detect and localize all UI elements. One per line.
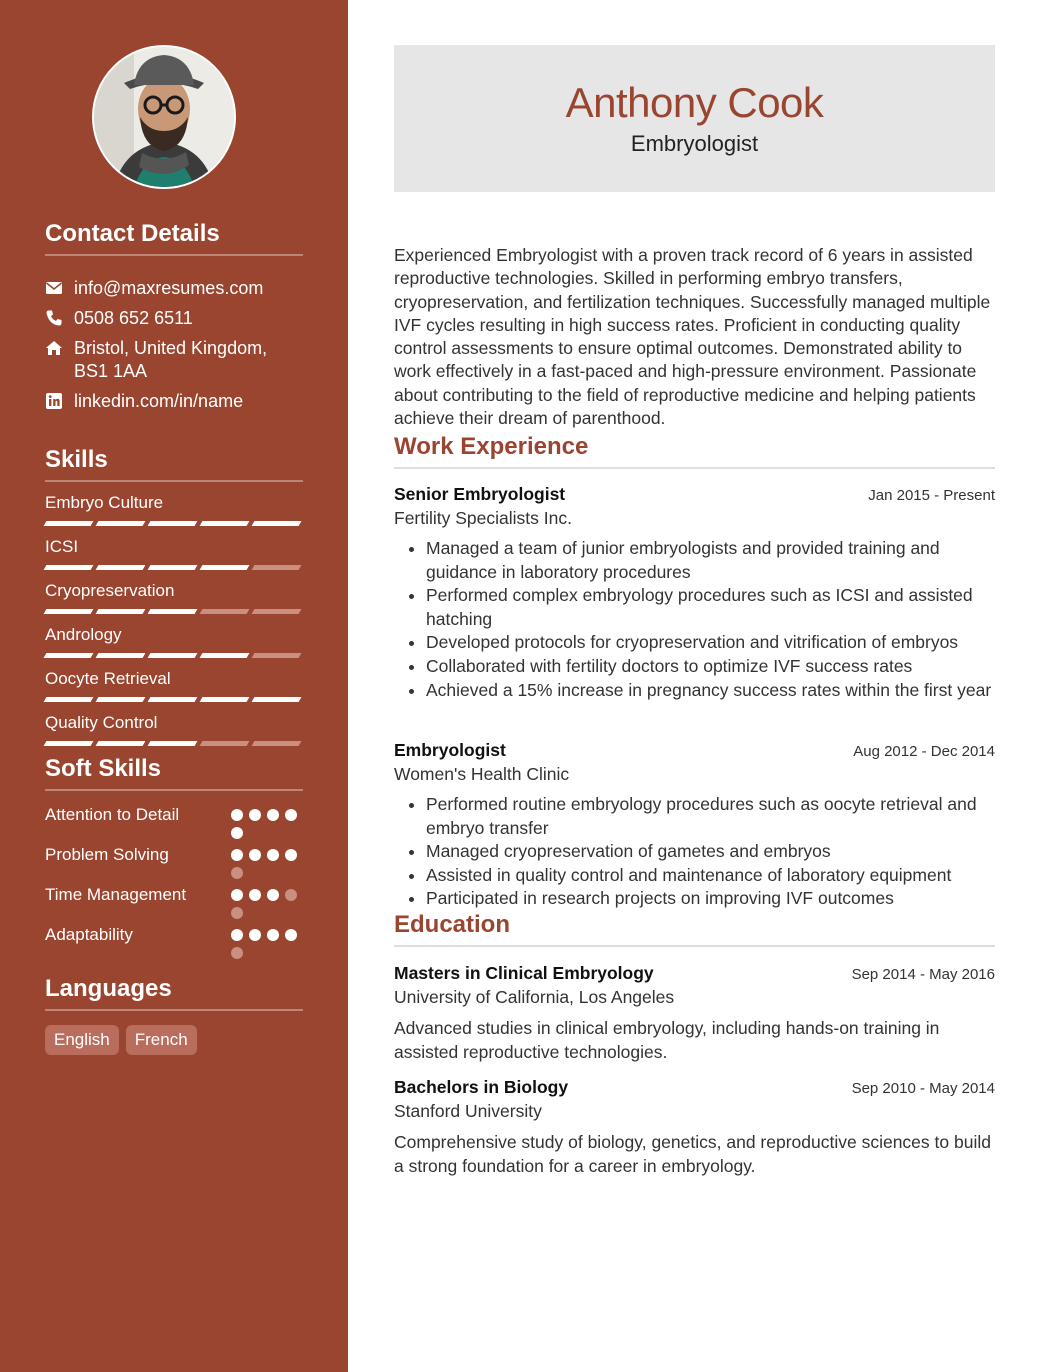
job-bullet: • Managed a team of junior embryologists and provided training and guidance in laboratory procedures xyxy=(426,537,995,584)
rating-dot xyxy=(285,849,297,861)
email-text: info@maxresumes.com xyxy=(74,278,264,298)
job-bullets xyxy=(394,537,995,702)
skill-level-bar xyxy=(45,741,303,746)
soft-skill-row xyxy=(45,923,303,959)
degree-dates: Sep 2010 - May 2014 xyxy=(851,1080,995,1097)
languages-list xyxy=(45,1025,303,1055)
skill-level-segment xyxy=(200,697,250,702)
skill-level-segment xyxy=(148,565,198,570)
skill-level-segment xyxy=(96,609,146,614)
skill-level-segment xyxy=(148,521,198,526)
skill-level-segment xyxy=(148,741,198,746)
skill-name: Quality Control xyxy=(45,713,158,732)
skill-level-segment xyxy=(96,521,146,526)
skill-level-segment xyxy=(252,609,302,614)
skill-level-segment xyxy=(44,697,94,702)
skill-name: Embryo Culture xyxy=(45,493,164,512)
job-bullets xyxy=(394,793,995,911)
rating-dot xyxy=(267,849,279,861)
skill-name: ICSI xyxy=(45,537,79,556)
skill-level-segment xyxy=(96,653,146,658)
soft-skill-rating xyxy=(231,883,303,919)
skill-level-bar xyxy=(45,653,303,658)
job-entry xyxy=(394,484,995,702)
skill-level-segment xyxy=(96,697,146,702)
skill-level-segment xyxy=(148,653,198,658)
skill-level-segment xyxy=(44,609,94,614)
school-name: Stanford University xyxy=(394,1101,542,1121)
skill-level-segment xyxy=(252,741,302,746)
contact-phone[interactable] xyxy=(45,307,303,330)
skill-level-bar xyxy=(45,521,303,526)
school-name: University of California, Los Angeles xyxy=(394,987,675,1007)
skill-level-segment xyxy=(96,565,146,570)
soft-skill-row xyxy=(45,843,303,879)
soft-skill-rating xyxy=(231,843,303,879)
job-entry xyxy=(394,740,995,911)
skill-level-segment xyxy=(252,653,302,658)
soft-skill-rating xyxy=(231,923,303,959)
rating-dot xyxy=(231,907,243,919)
rating-dot xyxy=(285,929,297,941)
skill-level-segment xyxy=(148,697,198,702)
job-organization: Fertility Specialists Inc. xyxy=(394,508,572,528)
education-heading: Education xyxy=(394,911,995,947)
rating-dot xyxy=(285,889,297,901)
soft-skill-name: Adaptability xyxy=(45,925,133,944)
rating-dot xyxy=(249,809,261,821)
skill-level-segment xyxy=(200,741,250,746)
rating-dot xyxy=(231,947,243,959)
skill-level-segment xyxy=(148,609,198,614)
languages-heading: Languages xyxy=(45,975,303,1011)
language-tag: French xyxy=(126,1025,197,1055)
skill-level-segment xyxy=(200,565,250,570)
skill-level-segment xyxy=(252,521,302,526)
soft-skill-rating xyxy=(231,803,303,839)
contact-heading: Contact Details xyxy=(45,220,303,256)
degree-title: Bachelors in Biology xyxy=(394,1077,569,1097)
skill-level-segment xyxy=(44,521,94,526)
education-entry xyxy=(394,1077,995,1178)
skill-level-bar xyxy=(45,697,303,702)
soft-skill-row xyxy=(45,883,303,919)
job-bullet: • Assisted in quality control and maintenance of laboratory equipment xyxy=(426,864,995,888)
skill-level-segment xyxy=(252,565,302,570)
soft-skill-name: Time Management xyxy=(45,885,187,904)
education-entry xyxy=(394,963,995,1064)
skill-level-bar xyxy=(45,565,303,570)
job-bullet: • Performed complex embryology procedures such as ICSI and assisted hatching xyxy=(426,584,995,631)
rating-dot xyxy=(249,849,261,861)
summary-text: Experienced Embryologist with a proven track record of 6 years in assisted reproductive technologies. Skilled in performing embryo transfers, cryopreservation, and fertilization techniques. Successfully managed multiple IVF cycles resulting in high success rates. Proficient in conducting quality control assessments to ensure optimal outcomes. Demonstrated ability to work effectively in a fast-paced and high-pressure environment. Passionate about contributing to the field of reproductive medicine and helping patients achieve their dream of parenthood. xyxy=(394,245,991,429)
degree-title: Masters in Clinical Embryology xyxy=(394,963,654,983)
rating-dot xyxy=(285,809,297,821)
phone-text: 0508 652 6511 xyxy=(74,308,193,328)
job-bullet: • Collaborated with fertility doctors to optimize IVF success rates xyxy=(426,655,995,679)
rating-dot xyxy=(249,929,261,941)
avatar xyxy=(92,45,236,189)
degree-description: Advanced studies in clinical embryology, including hands-on training in assisted reproductive technologies. xyxy=(394,1018,940,1062)
skills-list xyxy=(45,493,303,746)
rating-dot xyxy=(267,809,279,821)
soft-skill-row xyxy=(45,803,303,839)
rating-dot xyxy=(249,889,261,901)
job-bullet: • Managed cryopreservation of gametes and embryos xyxy=(426,840,995,864)
linkedin-icon xyxy=(45,392,63,410)
rating-dot xyxy=(231,849,243,861)
soft-skill-name: Problem Solving xyxy=(45,845,169,864)
soft-skills-section xyxy=(45,755,303,959)
skill-level-bar xyxy=(45,609,303,614)
skill-level-segment xyxy=(200,521,250,526)
skill-name: Oocyte Retrieval xyxy=(45,669,171,688)
rating-dot xyxy=(231,809,243,821)
contact-address xyxy=(45,337,303,383)
soft-skills-heading: Soft Skills xyxy=(45,755,303,791)
envelope-icon xyxy=(45,279,63,297)
profile-photo xyxy=(94,47,234,187)
skill-level-segment xyxy=(96,741,146,746)
rating-dot xyxy=(231,827,243,839)
work-heading: Work Experience xyxy=(394,433,995,469)
skill-level-segment xyxy=(200,609,250,614)
contact-linkedin[interactable] xyxy=(45,390,303,413)
job-title: Senior Embryologist xyxy=(394,484,566,504)
sidebar xyxy=(0,0,348,1372)
contact-email[interactable] xyxy=(45,277,303,300)
soft-skills-list xyxy=(45,803,303,959)
rating-dot xyxy=(231,929,243,941)
degree-dates: Sep 2014 - May 2016 xyxy=(851,966,995,983)
rating-dot xyxy=(267,929,279,941)
language-tag: English xyxy=(45,1025,119,1055)
skill-level-segment xyxy=(252,697,302,702)
skills-heading: Skills xyxy=(45,446,303,482)
skill-level-segment xyxy=(44,653,94,658)
job-bullet: • Performed routine embryology procedures such as oocyte retrieval and embryo transfer xyxy=(426,793,995,840)
soft-skill-name: Attention to Detail xyxy=(45,805,180,824)
linkedin-text: linkedin.com/in/name xyxy=(74,391,244,411)
address-text: Bristol, United Kingdom, BS1 1AA xyxy=(74,338,268,381)
job-dates: Jan 2015 - Present xyxy=(868,487,995,504)
degree-description: Comprehensive study of biology, genetics, and reproductive sciences to build a strong foundation for a career in embryology. xyxy=(394,1132,991,1176)
skill-level-segment xyxy=(44,565,94,570)
job-bullet: • Achieved a 15% increase in pregnancy success rates within the first year xyxy=(426,679,995,703)
phone-icon xyxy=(45,309,63,327)
rating-dot xyxy=(231,889,243,901)
job-organization: Women's Health Clinic xyxy=(394,764,570,784)
home-icon xyxy=(45,339,63,357)
job-dates: Aug 2012 - Dec 2014 xyxy=(853,743,995,760)
skill-name: Andrology xyxy=(45,625,122,644)
candidate-title: Embryologist xyxy=(630,131,759,156)
rating-dot xyxy=(267,889,279,901)
job-bullet: • Developed protocols for cryopreservation and vitrification of embryos xyxy=(426,631,995,655)
contact-section xyxy=(45,220,303,413)
skill-level-segment xyxy=(200,653,250,658)
candidate-name: Anthony Cook xyxy=(565,79,824,126)
header-box xyxy=(394,45,995,192)
skill-name: Cryopreservation xyxy=(45,581,175,600)
languages-section xyxy=(45,975,303,1055)
job-title: Embryologist xyxy=(394,740,506,760)
job-bullet: • Participated in research projects on improving IVF outcomes xyxy=(426,887,995,911)
skills-section xyxy=(45,446,303,746)
skill-level-segment xyxy=(44,741,94,746)
rating-dot xyxy=(231,867,243,879)
